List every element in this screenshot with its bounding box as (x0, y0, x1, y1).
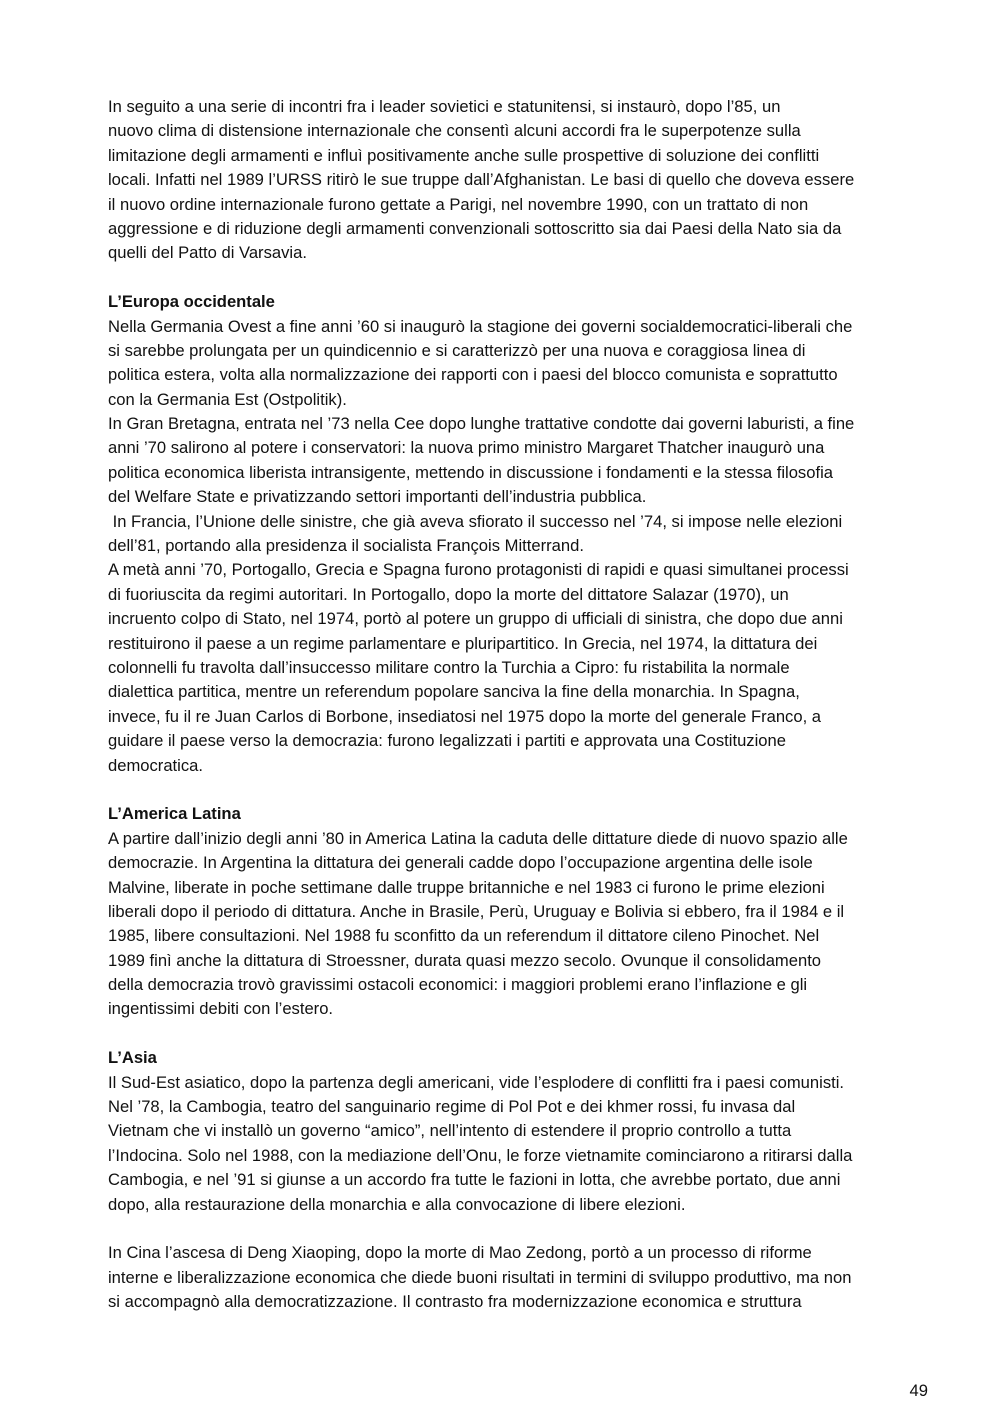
text-line: A partire dall’inizio degli anni ’80 in America Latina la caduta delle dittature diede di nuovo spazio alle (108, 828, 848, 848)
text-line: invece, fu il re Juan Carlos di Borbone, insediatosi nel 1975 dopo la morte del generale Franco, a (108, 706, 822, 726)
text-line: Il Sud-Est asiatico, dopo la partenza degli americani, vide l’esplodere di conflitti fra i paesi comunisti. (108, 1072, 845, 1092)
text-line: Cambogia, e nel ’91 si giunse a un accordo fra tutte le fazioni in lotta, che avrebbe portato, due anni (108, 1170, 841, 1190)
text-line: dialettica partitica, mentre un referendum popolare sanciva la fine della monarchia. In Spagna, (108, 682, 800, 702)
text-line: l’Indocina. Solo nel 1988, con la mediazione dell’Onu, le forze vietnamite cominciarono a ritirarsi dalla (108, 1145, 853, 1165)
text-line: Nel ’78, la Cambogia, teatro del sanguinario regime di Pol Pot e dei khmer rossi, fu invasa dal (108, 1097, 796, 1117)
text-line: restituirono il paese a un regime parlamentare e pluripartitico. In Grecia, nel 1974, la dittatura dei (108, 633, 818, 653)
text-line: In Gran Bretagna, entrata nel ’73 nella Cee dopo lunghe trattative condotte dai governi laburisti, a fine (108, 414, 855, 434)
text-line: dopo, alla restaurazione della monarchia e alla convocazione di libere elezioni. (108, 1194, 686, 1214)
text-line: ingentissimi debiti con l’estero. (108, 999, 334, 1019)
text-line: colonnelli fu travolta dall’insuccesso militare contro la Turchia a Cipro: fu ristabilita la normale (108, 657, 790, 677)
text-line: Nella Germania Ovest a fine anni ’60 si inaugurò la stagione dei governi socialdemocratici-liberali che (108, 316, 853, 336)
text-line: della democrazia trovò gravissimi ostacoli economici: i maggiori problemi erano l’inflazione e gli (108, 975, 808, 995)
text-line: nuovo clima di distensione internazionale che consentì alcuni accordi fra le superpotenze sulla (108, 121, 801, 141)
text-line: aggressione e di riduzione degli armamenti convenzionali sottoscritto sia dai Paesi della Nato sia da (108, 218, 842, 238)
text-line: dell’81, portando alla presidenza il socialista François Mitterrand. (108, 536, 584, 556)
text-line: limitazione degli armamenti e influì positivamente anche sulle prospettive di soluzione dei conflitti (108, 145, 820, 165)
paragraph-gap (108, 1217, 948, 1241)
text-line: locali. Infatti nel 1989 l’URSS ritirò le sue truppe dall’Afghanistan. Le basi di quello che doveva essere (108, 170, 855, 190)
paragraph-gap (108, 1022, 948, 1046)
text-line: interne e liberalizzazione economica che diede buoni risultati in termini di sviluppo produttivo, ma non (108, 1267, 852, 1287)
text-line: Vietnam che vi installò un governo “amico”, nell’intento di estendere il proprio controllo a tutta (108, 1121, 792, 1141)
text-line: politica estera, volta alla normalizzazione dei rapporti con i paesi del blocco comunista e soprattutto (108, 365, 838, 385)
section-heading-europa: L’Europa occidentale (108, 292, 275, 312)
document-body (108, 95, 948, 1315)
paragraph-gap (108, 778, 948, 802)
text-line: In Cina l’ascesa di Deng Xiaoping, dopo la morte di Mao Zedong, portò a un processo di riforme (108, 1243, 812, 1263)
text-line: 1985, libere consultazioni. Nel 1988 fu sconfitto da un referendum il dittatore cileno Pinochet. Nel (108, 926, 820, 946)
text-line: 1989 finì anche la dittatura di Stroessner, durata quasi mezzo secolo. Ovunque il consolidamento (108, 950, 822, 970)
text-line: In Francia, l’Unione delle sinistre, che già aveva sfiorato il successo nel ’74, si impose nelle elezioni (108, 511, 843, 531)
text-line: A metà anni ’70, Portogallo, Grecia e Spagna furono protagonisti di rapidi e quasi simultanei processi (108, 560, 849, 580)
text-line: Malvine, liberate in poche settimane dalle truppe britanniche e nel 1983 ci furono le prime elezioni (108, 877, 825, 897)
section-heading-america: L’America Latina (108, 804, 241, 824)
text-line: si sarebbe prolungata per un quindicennio e si caratterizzò per una nuova e coraggiosa linea di (108, 340, 806, 360)
text-line: anni ’70 salirono al potere i conservatori: la nuova primo ministro Margaret Thatcher inaugurò una (108, 438, 825, 458)
text-line: del Welfare State e privatizzando settori importanti dell’industria pubblica. (108, 487, 647, 507)
text-line: di fuoriuscita da regimi autoritari. In Portogallo, dopo la morte del dittatore Salazar (1970), un (108, 584, 789, 604)
text-line: liberali dopo il periodo di dittatura. Anche in Brasile, Perù, Uruguay e Bolivia si ebbero, fra il 1984 e il (108, 901, 845, 921)
text-line: si accompagnò alla democratizzazione. Il contrasto fra modernizzazione economica e struttura (108, 1292, 802, 1312)
text-line: incruento colpo di Stato, nel 1974, portò al potere un gruppo di ufficiali di sinistra, che dopo due anni (108, 609, 843, 629)
text-line: democrazie. In Argentina la dittatura dei generali cadde dopo l’occupazione argentina delle isole (108, 853, 813, 873)
page-number: 49 (909, 1381, 928, 1400)
text-line: politica economica liberista intransigente, mettendo in discussione i fondamenti e la stessa filosofia (108, 462, 833, 482)
text-line: con la Germania Est (Ostpolitik). (108, 389, 347, 409)
text-line: il nuovo ordine internazionale furono gettate a Parigi, nel novembre 1990, con un trattato di non (108, 194, 809, 214)
section-heading-asia: L’Asia (108, 1048, 157, 1068)
paragraph-gap (108, 266, 948, 290)
text-line: guidare il paese verso la democrazia: furono legalizzati i partiti e approvata una Costituzione (108, 731, 786, 751)
text-line: quelli del Patto di Varsavia. (108, 243, 307, 263)
text-line: In seguito a una serie di incontri fra i leader sovietici e statunitensi, si instaurò, dopo l’85, un (108, 97, 781, 116)
text-line: democratica. (108, 755, 203, 775)
